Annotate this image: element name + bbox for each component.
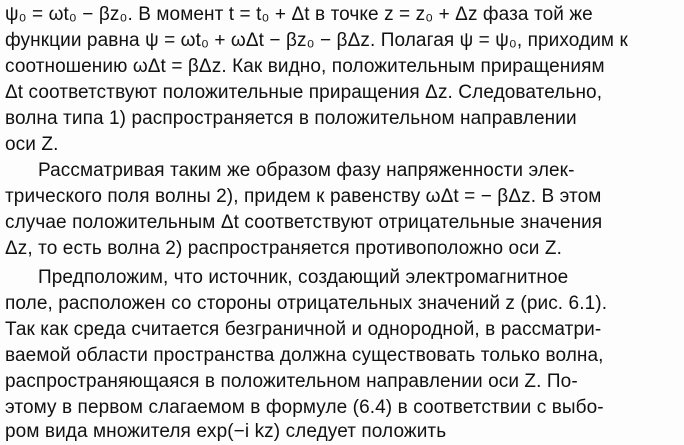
text-line: трического поля волны 2), придем к равенству ωΔt = − βΔz. В этом	[5, 186, 602, 207]
text-line: Δt соответствуют положительные приращения Δz. Следовательно,	[5, 82, 603, 103]
text-line: Рассматривая таким же образом фазу напряженности элек-	[38, 160, 575, 181]
text-line: поле, расположен со стороны отрицательных значений z (рис. 6.1).	[5, 293, 608, 314]
text-line: Предположим, что источник, создающий электромагнитное	[38, 267, 569, 288]
text-line: ψ₀ = ωt₀ − βz₀. В момент t = t₀ + Δt в точке z = z₀ + Δz фаза той же	[5, 4, 593, 25]
text-line: случае положительным Δt соответствуют отрицательные значения	[5, 212, 603, 233]
text-line: этому в первом слагаемом в формуле (6.4) в соответствии с выбо-	[5, 397, 604, 418]
text-line: функции равна ψ = ωt₀ + ωΔt − βz₀ − βΔz. Полагая ψ = ψ₀, приходим к	[5, 30, 628, 51]
text-line: Δz, то есть волна 2) распространяется противоположно оси Z.	[5, 238, 562, 259]
text-line: волна типа 1) распространяется в положительном направлении	[5, 108, 577, 129]
text-line: Так как среда считается безграничной и однородной, в рассматри-	[5, 319, 602, 340]
text-line: соотношению ωΔt = βΔz. Как видно, положительным приращениям	[5, 56, 605, 77]
text-line: оси Z.	[5, 134, 59, 155]
text-line: ром вида множителя exp(−i kz) следует положить	[5, 421, 447, 442]
text-line: ваемой области пространства должна существовать только волна,	[5, 345, 604, 366]
text-line: распространяющаяся в положительном направлении оси Z. По-	[5, 371, 578, 392]
